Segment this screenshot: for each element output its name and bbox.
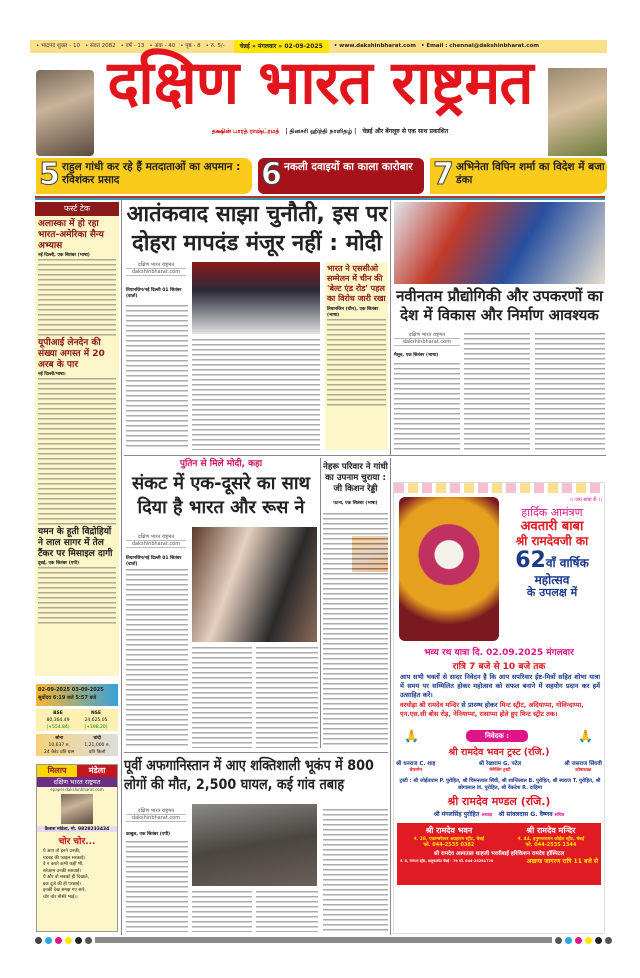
teaser-page-7[interactable] — [430, 158, 607, 194]
modi-putin-photo — [192, 527, 317, 642]
byline: दक्षिण भारत राष्ट्रमत — [126, 808, 186, 815]
bhavan-address — [414, 825, 484, 848]
tech-body — [535, 332, 605, 452]
tech-byline — [394, 332, 460, 346]
quake-dateline: काबुल, एक सितंबर (एपी) — [126, 832, 171, 837]
column-divider — [390, 458, 391, 935]
silver-note: प्रति किलो — [88, 750, 106, 755]
column-site[interactable]: epaper.dakshinbharat.com — [50, 787, 104, 792]
ad-mandal-name: श्री रामदेव मण्डल (रजि.) — [447, 795, 551, 808]
silver-value: 1,21,000 रु. — [84, 743, 110, 748]
nehru-body — [323, 512, 388, 748]
first-take-column — [35, 216, 119, 676]
officer — [479, 759, 521, 773]
quake-headline[interactable]: पूर्वी अफगानिस्तान में आए शक्तिशाली भूकंप में 800 लोगों की मौत, 2,500 घायल, कई गांव तबाह — [124, 758, 374, 793]
tagline-hindi: चेन्नई और बेंगलूरु से एक साथ प्रकाशित — [362, 128, 449, 135]
byline: दक्षिण भारत राष्ट्रमत — [126, 534, 186, 541]
officer-name: श्री धनराज C. शाह — [396, 761, 436, 767]
edition-date: चेन्नई » मंगलवार » 02-09-2025 — [234, 40, 329, 53]
section-divider — [124, 455, 606, 456]
tagline — [120, 128, 540, 136]
brief-body — [38, 377, 116, 527]
nse-change: (+198.20) — [84, 725, 108, 730]
brief-dateline: नई दिल्ली/भाषा। — [38, 372, 66, 377]
price: • रु. 5/- — [205, 43, 225, 49]
putin-body — [192, 646, 252, 748]
brief-headline[interactable]: अलास्का में हो रहा भारत-अमेरिका सैन्य अभ्यास — [38, 219, 104, 251]
bhavan-addr: नं. 28, एकाम्बरेश्वर अग्रहारम स्ट्रीट, चेन्नई — [413, 837, 484, 842]
gold-value: 10,637 रु. — [48, 743, 70, 748]
baba-ramdev-idol-image — [399, 497, 499, 641]
registration-dot — [565, 937, 572, 944]
tech-dateline: मैसूरु, एक सितंबर (भाषा) — [394, 353, 439, 358]
registration-dot — [75, 937, 82, 944]
poem-line: चोर चोर मौसेरे भाई।। — [43, 894, 78, 900]
brief-dateline: दुबई, एक सितंबर (एपी) — [38, 561, 80, 566]
brief-body — [38, 566, 116, 626]
teaser-text: नकली दवाइयों का काला कारोबार — [284, 161, 413, 173]
column-paper-name: दक्षिण भारत राष्ट्रमत — [37, 777, 117, 787]
tech-body — [394, 362, 460, 452]
brief-headline[interactable]: यूपीआई लेनदेन की संख्या अगस्त में 20 अरब के पार — [38, 338, 105, 370]
poem-line: इक दूजे की ही परछाई। — [43, 881, 81, 887]
sco-brief — [325, 262, 388, 450]
poem-line: ये आए तो इनने उनकी, — [43, 849, 81, 854]
author-photo — [61, 794, 93, 824]
masthead-text: दक्षिण भारत राष्ट्रमत — [107, 48, 533, 118]
byline-site: dakshinbharat.com — [126, 815, 186, 822]
bhavan-phone: फो. 044-2535 0382 — [423, 842, 475, 848]
officer-name: श्री जसराज सिंघवी — [564, 761, 602, 767]
stock-indices — [36, 709, 118, 731]
ad-line: महोत्सव — [534, 572, 570, 587]
mandir-addr: नं. 44, हनुमन्तरायन कोईल स्ट्रीट, चेन्नई — [517, 837, 585, 842]
ad-route — [400, 701, 600, 719]
earthquake-photo — [192, 804, 317, 886]
ad-line: अवतारी बाबा — [520, 518, 584, 534]
color-registration-bar — [35, 936, 615, 944]
hospital-address: नं. 5, गंगप्पन स्ट्रीट, साहूकारपेट चेन्नई - 79 फो. 044-25281720 — [400, 858, 494, 863]
lead-photo — [192, 262, 320, 334]
ad-address-panel — [397, 823, 601, 885]
secretary-name: श्री सांवलदास G. वैष्णव — [498, 811, 553, 818]
officer-name: श्री रेखाराम G. पटेल — [478, 761, 522, 767]
year: • वर्ष - 13 — [120, 43, 145, 49]
section-header: फर्स्ट टेक — [35, 202, 119, 216]
sunrise-label: सूर्योदय — [38, 695, 52, 701]
route-start: वरघोड़ा श्री रामदेव मन्दिर — [400, 701, 460, 709]
silver-price — [84, 735, 110, 755]
tithi: • भाद्रपद शुक्ल - 10 — [36, 43, 80, 49]
route-connector: से प्रारम्भ होकर — [459, 701, 500, 709]
ad-flower-border — [394, 483, 604, 493]
poem-column-box — [36, 764, 118, 932]
ad-line: वाँ वार्षिक — [545, 556, 589, 571]
email-link[interactable]: • Email : chennai@dakshinbharat.com — [420, 43, 539, 49]
ad-greeting: ।। जय बाबा री ।। — [569, 497, 602, 503]
registration-dot — [35, 937, 42, 944]
ad-line: के उपलक्ष में — [526, 586, 578, 600]
nehru-dateline: पटना, एक सितंबर (भाषा) — [333, 501, 378, 506]
lead-dateline: तियानजिन/नई दिल्ली 01 सितंबर (वार्ता) — [126, 288, 182, 299]
bse-value: 80,364.49 — [46, 718, 70, 723]
poem-title: चोर चोर... — [58, 837, 96, 847]
registration-dot — [85, 937, 92, 944]
bse-index — [46, 710, 69, 730]
officer — [396, 759, 435, 773]
nse-label: NSE — [90, 711, 102, 716]
ad-invite: हार्दिक आमंत्रण — [521, 506, 583, 519]
sunrise-time: 6:19 बजे — [52, 695, 74, 701]
tagline-row — [212, 128, 448, 136]
namaste-hands-icon: 🙏 — [578, 729, 593, 743]
byline: दक्षिण भारत राष्ट्रमत — [394, 332, 460, 339]
poem-line: सरेआम उनकी रुसवाई। — [43, 868, 81, 874]
quake-body — [192, 890, 252, 932]
byline: दक्षिण भारत राष्ट्रमत — [126, 262, 186, 269]
ad-anniversary-number: 62 — [515, 548, 546, 574]
registration-dot — [555, 937, 562, 944]
ad-title-block — [499, 507, 605, 600]
tagline-tamil: தக்ஷின் பாரத் ராஷ்ட்ரமத் — [211, 128, 280, 135]
tech-body — [464, 332, 530, 452]
poem-line: ये और वो सबको ही दिखाते, — [43, 875, 90, 880]
bse-label: BSE — [53, 711, 63, 716]
lead-body-cont — [192, 338, 320, 450]
registration-dot — [55, 937, 62, 944]
poem-line: इनकी देख समझ गए सारे, — [43, 888, 86, 893]
ad-yatra-date: भव्य रथ यात्रा दि. 02.09.2025 मंगलवार — [424, 648, 574, 658]
ad-line: श्री रामदेवजी का — [515, 533, 589, 548]
registration-dot — [45, 937, 52, 944]
ad-nivedak-label: निवेदक : — [466, 730, 528, 742]
brief-dateline: नई दिल्ली, एक सितंबर (भाषा) — [38, 253, 90, 258]
officer-role: मेनेजिंग ट्रस्टी — [489, 768, 511, 773]
sco-body — [327, 318, 386, 408]
registration-dot — [605, 937, 612, 944]
nse-index — [84, 710, 107, 730]
sun-timings — [36, 684, 118, 706]
sco-headline[interactable]: भारत ने एससीओ सम्मेलन में चीन की 'बेल्ट एंड रोड' पहल का विरोध जारी रखा — [327, 264, 386, 303]
ad-mandal-officers — [394, 810, 604, 818]
hospital-name: श्री रामदेव अस्पताल शाहजी भवरीबाई हरिकिशन रामदेव हॉस्पिटल — [433, 851, 565, 857]
gold-price — [44, 735, 74, 755]
ad-trustees: ट्रस्टी : श्री जोईताराम P. पुरोहित, श्री चिमनलाल सिंघी, श्री शान्तिलाल B. पुरोहित, श्री स्वराज T. पुरोहित, श्री छोगालाल H. पुरोहित, श्री वेंकटेश R. दाहिमा — [399, 778, 601, 791]
column-divider — [320, 458, 321, 748]
poem-line: गड़बड़ की फाइल सरकाई। — [43, 855, 86, 861]
poem-line: वे न करते कभी कहीं भी, — [43, 862, 84, 867]
putin-headline[interactable]: संकट में एक-दूसरे का साथ दिया है भारत और रूस ने — [131, 473, 311, 518]
quake-body — [256, 890, 318, 932]
masthead — [85, 50, 555, 116]
column-title-b: मंडेला — [77, 765, 117, 777]
brief-headline[interactable]: यमन के हूती विद्रोहियों ने लाल सागर में तेल टैंकर पर मिसाइल दागी — [38, 527, 113, 559]
sunset-time: 5:57 बजे — [75, 695, 97, 701]
poem-body — [37, 849, 117, 901]
ad-appeal: आप सभी भक्तों से सादर निवेदन है कि आप सपरिवार ईष्ट-मित्रों सहित शोभा यात्रा में समय पर सम्मिलित होकर महोत्सव को सफल बनाने में सहयोग प्रदान कर हमें उत्साहित करें। — [400, 673, 600, 699]
quake-byline — [126, 808, 186, 822]
author-name: कैलाश मांडेला, मो. 9828233434 — [37, 826, 117, 832]
column-divider — [390, 200, 391, 455]
secretary-role: सचिव — [554, 813, 565, 818]
gold-label: सोना — [55, 736, 64, 741]
putin-body — [126, 568, 188, 748]
president-name: श्री मंगलसिंह पुरोहित — [433, 811, 480, 818]
putin-body — [256, 646, 318, 748]
putin-dateline: तियानजिन/नई दिल्ली 01 सितंबर (वार्ता) — [126, 556, 182, 567]
ad-officers — [396, 759, 602, 773]
president-exhibition-photo — [394, 202, 605, 284]
website-link[interactable]: • www.dakshinbharat.com — [333, 43, 416, 49]
mandir-phone: फो. 044-2535 1344 — [525, 842, 577, 848]
tagline-other: | தினசரி ஹிந்தி நாளிதழ் | — [285, 128, 357, 135]
teaser-text: राहुल गांधी कर रहे हैं मतदाताओं का अपमान : रविशंकर प्रसाद — [62, 161, 241, 186]
route-path: मिन्ट स्ट्रीट, अदियाप्पा, गोविन्दाप्पा, एन.एस.सी बोस रोड़, नेनियाप्पा, रासाप्पा होते हुए मिन्ट स्ट्रीट तक। — [400, 701, 584, 718]
ramdev-festival-ad[interactable] — [393, 482, 605, 934]
mandir-name: श्री रामदेव मन्दिर — [526, 826, 576, 835]
ad-trust-name: श्री रामदेव भवन ट्रस्ट (रजि.) — [448, 747, 550, 758]
quake-body — [126, 840, 188, 932]
quake-body — [323, 808, 388, 932]
samvat: • संवत 2082 — [84, 43, 116, 49]
registration-dot — [65, 937, 72, 944]
registration-gray-bar — [95, 937, 552, 943]
putin-byline — [126, 534, 186, 548]
mandir-address — [518, 825, 584, 848]
sunrise-date: 02-09-2025 — [38, 687, 70, 693]
sunset-date: 03-09-2025 — [71, 687, 104, 693]
putin-kicker: पुतिन से मिले मोदी, कहा — [179, 459, 263, 469]
lead-headline[interactable]: आतंकवाद साझा चुनौती, इस पर दोहरा मापदंड मंजूर नहीं : मोदी — [126, 202, 388, 256]
byline-site: dakshinbharat.com — [126, 541, 186, 548]
bhavan-name: श्री रामदेव भवन — [425, 826, 473, 835]
byline-site: dakshinbharat.com — [394, 339, 460, 346]
jagran-time: अखण्ड जागरण रात्रि 11 बजे से — [526, 858, 598, 865]
pages: • पृष्ठ - 8 — [180, 43, 201, 49]
gold-note: 24 कैरेट प्रति ग्राम — [44, 750, 75, 755]
officer-role: चेयरमेन — [409, 768, 422, 773]
tech-headline[interactable]: नवीनतम प्रौद्योगिकी और उपकरणों का देश में विकास और निर्माण आवश्यक — [396, 287, 603, 324]
bullion-prices — [36, 734, 118, 756]
teaser-text: अभिनेता विपिन शर्मा का विदेश में बजा डंका — [456, 161, 605, 186]
ad-yatra-time: रात्रि 7 बजे से 10 बजे तक — [452, 662, 546, 672]
teaser-number: 5 — [39, 157, 60, 192]
issue: • अंक - 40 — [149, 43, 176, 49]
officer — [564, 759, 602, 773]
section-divider — [124, 752, 388, 753]
bse-change: (+554.84) — [46, 725, 70, 730]
silver-label: चांदी — [93, 736, 101, 741]
teaser-page-5[interactable] — [36, 158, 252, 194]
byline-site: dakshinbharat.com — [126, 269, 186, 276]
sco-dateline: तियानजिन (चीन), एक सितंबर (भाषा) — [327, 307, 379, 318]
registration-dot — [575, 937, 582, 944]
president-role: अध्यक्ष — [481, 813, 493, 818]
teaser-number: 7 — [433, 157, 454, 192]
brief-body — [38, 258, 116, 338]
registration-dot — [595, 937, 602, 944]
column-divider — [121, 200, 122, 935]
teaser-page-6[interactable] — [258, 158, 424, 194]
nse-value: 24,625.05 — [84, 718, 108, 723]
namaste-hands-icon: 🙏 — [404, 729, 419, 743]
lead-byline — [126, 262, 186, 276]
actor-photo-right — [548, 68, 607, 156]
nehru-headline[interactable]: नेहरू परिवार ने गांधी का उपनाम चुराया : जी किशन रेड्डी — [323, 462, 388, 494]
registration-dot — [585, 937, 592, 944]
column-title-a: मिलाप — [37, 765, 77, 777]
teaser-number: 6 — [261, 157, 282, 192]
lead-body — [126, 304, 188, 450]
officer-role: कोषाध्यक्ष — [575, 768, 592, 773]
